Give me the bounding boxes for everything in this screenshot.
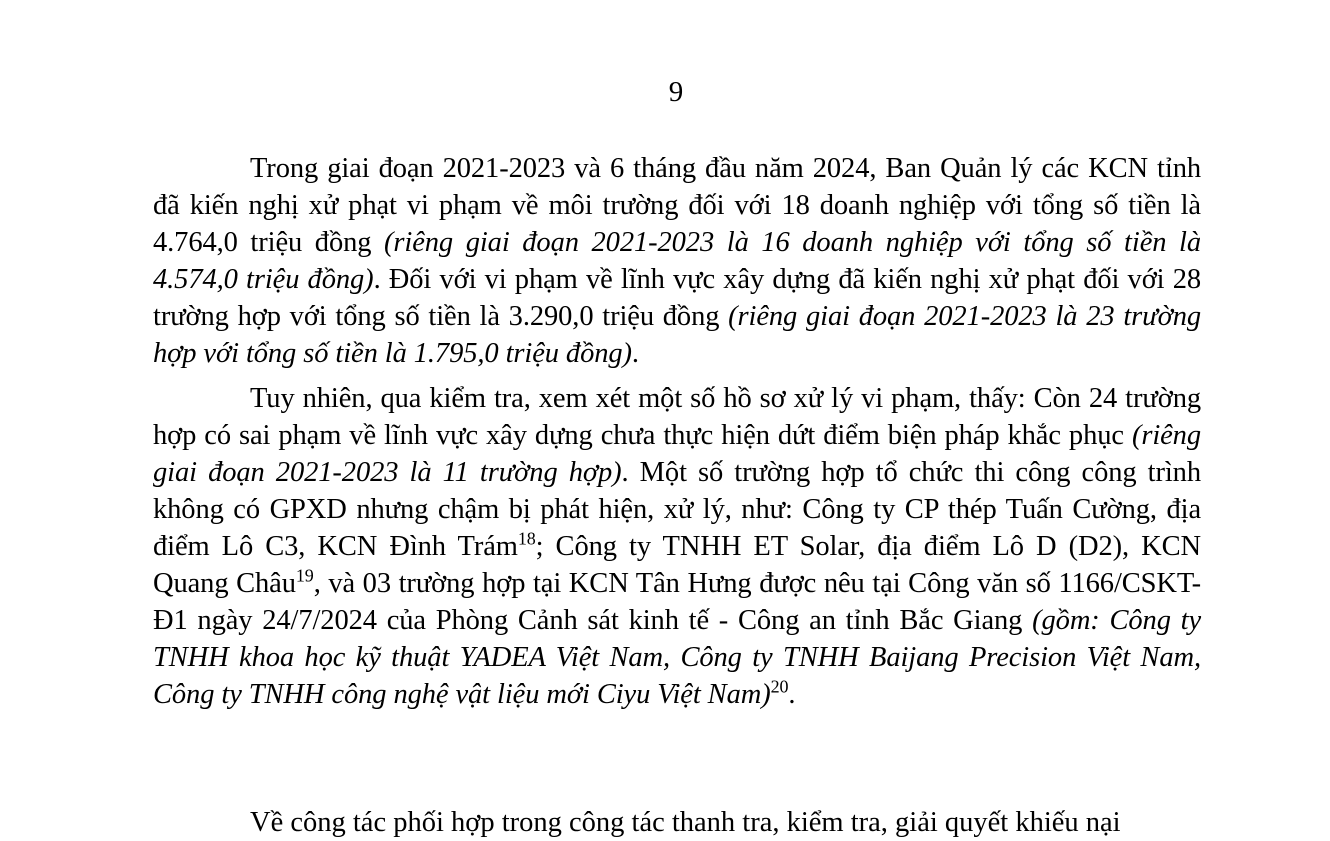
paragraph-text: .	[788, 679, 796, 710]
paragraph-text: .	[631, 338, 639, 369]
footnote-ref-18[interactable]: 18	[517, 528, 536, 549]
paragraph-violations-summary	[153, 150, 1201, 372]
paragraph-text: . Một số trường hợp tổ chức thi công công trình không có GPXD nhưng chậm bị phát hiện, xử lý, như: Công ty CP thép Tuấn Cường, địa điểm Lô C3, KCN Đình Trám	[153, 457, 1201, 562]
paragraph-cutoff-line: Về công tác phối hợp trong công tác thanh tra, kiểm tra, giải quyết khiếu nại	[250, 807, 1121, 838]
footnote-ref-19[interactable]: 19	[295, 565, 314, 586]
footnote-ref-20[interactable]: 20	[770, 676, 789, 697]
paragraph-text: Tuy nhiên, qua kiểm tra, xem xét một số hồ sơ xử lý vi phạm, thấy: Còn 24 trường hợp có sai phạm về lĩnh vực xây dựng chưa thực hiện dứt điểm biện pháp khắc phục	[153, 383, 1201, 451]
document-body	[153, 150, 1201, 721]
paragraph-text: Trong giai đoạn 2021-2023 và 6 tháng đầu năm 2024, Ban Quản lý các KCN tỉnh đã kiến nghị xử phạt vi phạm về môi trường đối với 18 doanh nghiệp với tổng số tiền là 4.764,0 triệu đồng	[153, 153, 1201, 258]
paragraph-italic-note: (riêng giai đoạn 2021-2023 là 16 doanh nghiệp với tổng số tiền là 4.574,0 triệu đồng)	[153, 227, 1201, 295]
paragraph-text: , và 03 trường hợp tại KCN Tân Hưng được nêu tại Công văn số 1166/CSKT-Đ1 ngày 24/7/2024 của Phòng Cảnh sát kinh tế - Công an tỉnh Bắc Giang	[153, 568, 1201, 636]
paragraph-italic-note: (riêng giai đoạn 2021-2023 là 11 trường hợp)	[153, 420, 1201, 488]
paragraph-italic-note: (riêng giai đoạn 2021-2023 là 23 trường hợp với tổng số tiền là 1.795,0 triệu đồng)	[153, 301, 1201, 369]
paragraph-remaining-issues	[153, 380, 1201, 713]
paragraph-italic-note: (gồm: Công ty TNHH khoa học kỹ thuật YADEA Việt Nam, Công ty TNHH Baijang Precision Việt Nam, Công ty TNHH công nghệ vật liệu mới Ciyu Việt Nam)	[153, 605, 1202, 710]
paragraph-text: ; Công ty TNHH ET Solar, địa điểm Lô D (D2), KCN Quang Châu	[153, 531, 1201, 599]
paragraph-text: . Đối với vi phạm về lĩnh vực xây dựng đã kiến nghị xử phạt đối với 28 trường hợp với tổng số tiền là 3.290,0 triệu đồng	[153, 264, 1202, 332]
page-number: 9	[668, 76, 684, 108]
